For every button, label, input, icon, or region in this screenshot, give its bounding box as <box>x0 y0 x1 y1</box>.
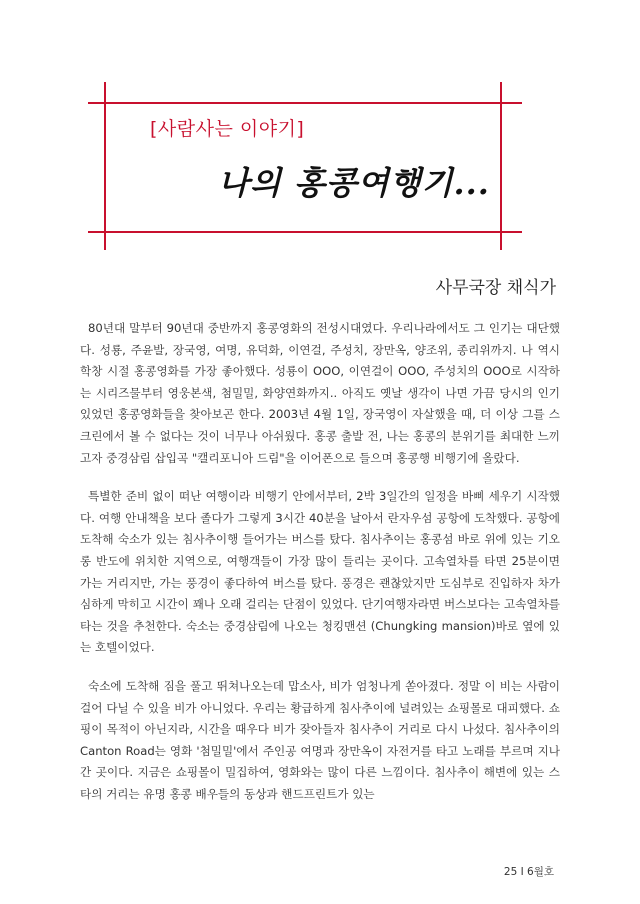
paragraph-3: 숙소에 도착해 짐을 풀고 뛰쳐나오는데 맙소사, 비가 엄청나게 쏟아졌다. 정말 이 비는 사람이 걸어 다닐 수 있을 비가 아니었다. 우리는 황급하게 침사추이에 널려있는 쇼핑몰로 대피했다. 쇼핑이 목적이 아닌지라, 시간을 때우다 비가 잦아들자 침사추이 거리로 다시 나섰다. 침사추이의 Canton Road는 영화 '첨밀밀'에서 주인공 여명과 장만옥이 자전거를 타고 노래를 부르며 지나간 곳이다. 지금은 쇼핑몰이 밀집하여, 영화와는 많이 다른 느낌이다. 침사추이 해변에 있는 스타의 거리는 유명 홍콩 배우들의 동상과 핸드프린트가 있는 <box>80 678 560 801</box>
frame-top-line <box>88 102 522 104</box>
article-title: 나의 홍콩여행기... <box>218 164 490 202</box>
paragraph-2: 특별한 준비 없이 떠난 여행이라 비행기 안에서부터, 2박 3일간의 일정을 바삐 세우기 시작했다. 여행 안내책을 보다 졸다가 그렇게 3시간 40분을 날아서 란자우섬 공항에 도착했다. 공항에 도착해 숙소가 있는 침사추이행 들어가는 버스를 탔다. 침사추이는 홍콩섬 바로 위에 있는 기오롱 반도에 위치한 지역으로, 여행객들이 가장 많이 들리는 곳이다. 고속열차를 타면 25분이면 가는 거리지만, 가는 풍경이 좋다하여 버스를 탔다. 풍경은 괜찮았지만 도심부로 진입하자 차가 심하게 막히고 시간이 꽤나 오래 걸리는 단점이 있었다. 단기여행자라면 버스보다는 고속열차를 타는 것을 추천한다. 숙소는 중경삼림에 나오는 청킹맨션 (Chungking mansion)바로 옆에 있는 호텔이었다. <box>80 489 560 655</box>
paragraph-1: 80년대 말부터 90년대 중반까지 홍콩영화의 전성시대였다. 우리나라에서도 그 인기는 대단했다. 성룡, 주윤발, 장국영, 여명, 유덕화, 이연걸, 주성치, 장만옥, 양조위, 종리위까지. 나 역시 학창 시절 홍콩영화를 가장 좋아했다. 성룡이 OOO, 이연걸이 OOO, 주성치의 OOO로 시작하는 시리즈물부터 영웅본색, 첨밀밀, 화양연화까지.. 아직도 옛날 생각이 나면 가끔 당시의 인기 있었던 홍콩영화들을 찾아보곤 한다. 2003년 4월 1일, 장국영이 자살했을 때, 더 이상 그를 스크린에서 볼 수 없다는 것이 너무나 아쉬웠다. 홍콩 출발 전, 나는 홍콩의 분위기를 최대한 느끼고자 중경삼림 삽입곡 "캘리포니아 드림"을 이어폰으로 들으며 홍콩행 비행기에 올랐다. <box>80 321 560 465</box>
frame-left-line <box>104 82 106 250</box>
frame-bottom-line <box>88 231 522 233</box>
author-byline: 사무국장 채식가 <box>435 278 556 298</box>
article-body <box>80 318 560 822</box>
page-footer: 25 I 6월호 <box>503 866 554 878</box>
section-label: [사람사는 이야기] <box>150 118 305 140</box>
frame-right-line <box>500 82 502 250</box>
